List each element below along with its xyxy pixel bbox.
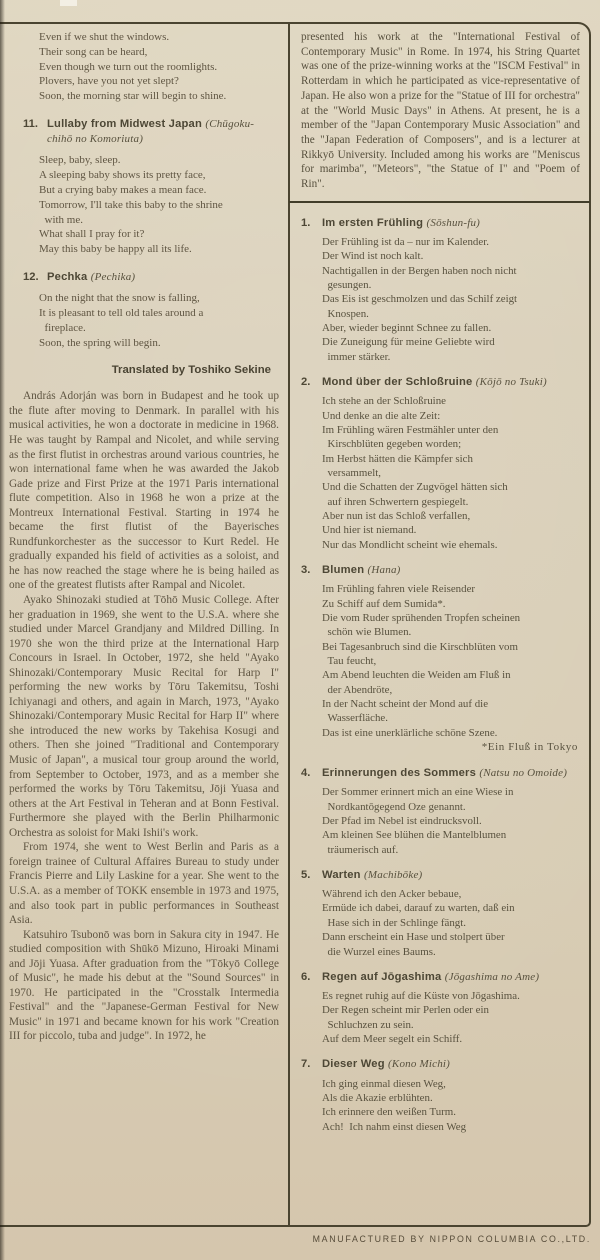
poem-line: Ermüde ich dabei, darauf zu warten, daß ein	[322, 902, 515, 915]
poem-line: Tomorrow, I'll take this baby to the shrine	[39, 198, 223, 211]
song-lyrics	[322, 887, 580, 959]
poem-line: Und hier ist niemand.	[322, 524, 417, 537]
poem-line: Aber nun ist das Schloß verfallen,	[322, 509, 471, 522]
intro-poem	[39, 30, 279, 104]
song-footnote: *Ein Fluß in Tokyo	[481, 741, 578, 753]
poem-line: with me.	[39, 213, 83, 226]
poem-line: Ich ging einmal diesen Weg,	[322, 1077, 446, 1090]
song-title-text: Warten	[322, 868, 365, 881]
bio-paragraph: presented his work at the "International Festival of Contemporary Music" in Rome. In 1974, his String Quartet was one of the prize-winning works at the "ISCM Festival" in Rotterdam in which he participated as vice-representative of Japan. He also won a prize for the "Statue of III for orchestra" at the "World Music Days" in Athens. At present, he is a member of the "Japan Contemporary Music Association" and the "Japan Federation of Composers", and is a lecturer at Rikkyō University. Included among his works are "Meniscus for marimba", "Meteors", "the Statue of I" and "Poem of Rin".	[301, 31, 580, 191]
poem-line: Plovers, have you not yet slept?	[39, 75, 179, 88]
poem-line: Auf dem Meer segelt ein Schiff.	[322, 1033, 463, 1046]
poem-line: Die Zuneigung für meine Geliebte wird	[322, 336, 495, 349]
poem-line: Die vom Ruder sprühenden Tropfen scheinen	[322, 611, 521, 624]
poem-line: What shall I pray for it?	[39, 228, 145, 241]
song-heading	[301, 766, 580, 781]
song-title-text: Erinnerungen des Sommers	[322, 767, 480, 779]
song-entry	[301, 868, 580, 959]
song-heading	[301, 970, 580, 985]
song-title	[322, 970, 539, 985]
song-number: 5.	[301, 868, 311, 881]
song-heading	[301, 563, 580, 578]
poem-line: But a crying baby makes a mean face.	[39, 183, 207, 196]
track-heading	[23, 117, 279, 147]
song-lyrics	[322, 785, 580, 857]
bio-paragraph: From 1974, she went to West Berlin and Paris as a foreign trainee of Cultural Affaires Bureau to study under Francis Pierre and Lily Laskine for a year. She went to the U.S.A. as a member of TOKK ensemble in 1973 and 1975, and also took part in public performances in Southeast Asia.	[9, 841, 279, 927]
left-column	[9, 30, 279, 1044]
song-title	[322, 375, 547, 390]
song-title-text: Regen auf Jōgashima	[322, 970, 445, 983]
track-title-text: Lullaby from Midwest Japan	[47, 117, 206, 130]
song-lyrics	[322, 394, 580, 552]
poem-line: Kirschblüten gegeben worden;	[322, 438, 462, 451]
poem-line: Der Frühling ist da – nur im Kalender.	[322, 235, 489, 248]
poem-line: Schluchzen zu sein.	[322, 1018, 414, 1031]
song-entry	[301, 766, 580, 857]
german-song-texts	[301, 216, 580, 1134]
song-entry	[301, 563, 580, 755]
poem-line: Das ist eine unerklärliche schöne Szene.	[322, 726, 498, 739]
poem-line: In der Nacht scheint der Mond auf die	[322, 697, 489, 710]
track-number: 11.	[23, 117, 38, 130]
poem-line: versammelt,	[322, 466, 381, 479]
poem-line: On the night that the snow is falling,	[39, 292, 200, 305]
poem-line: Im Frühling fahren viele Reisender	[322, 583, 476, 596]
poem-line: Aber, wieder beginnt Schnee zu fallen.	[322, 322, 492, 334]
poem-line: Ich erinnere den weißen Turm.	[322, 1106, 456, 1119]
track-romaji: (Chūgoku-chihō no Komoriuta)	[47, 117, 255, 146]
track-title	[47, 270, 135, 285]
poem-line: der Abendröte,	[322, 683, 393, 696]
poem-line: immer stärker.	[322, 350, 391, 363]
song-title	[322, 216, 480, 231]
song-romaji: (Jōgashima no Ame)	[444, 970, 540, 983]
song-title	[322, 1057, 450, 1072]
song-romaji: (Hana)	[367, 564, 401, 577]
poem-line: Der Regen scheint mir Perlen oder ein	[322, 1004, 489, 1017]
song-number: 2.	[301, 376, 311, 389]
poem-line: gesungen.	[322, 278, 372, 291]
song-heading	[301, 868, 580, 883]
song-number: 6.	[301, 970, 311, 983]
manufacturer-credit: MANUFACTURED BY NIPPON COLUMBIA CO.,LTD.	[312, 1234, 591, 1244]
poem-line: Ich stehe an der Schloßruine	[322, 395, 446, 408]
section-separator-rule	[289, 201, 590, 203]
song-heading	[301, 1057, 580, 1072]
song-number: 3.	[301, 564, 311, 577]
poem-line: Und die Schatten der Zugvögel hätten sich	[322, 481, 508, 494]
poem-line: schön wie Blumen.	[322, 626, 412, 639]
poem-line: Dann erscheint ein Hase und stolpert über	[322, 931, 505, 944]
poem-line: Der Wind ist noch kalt.	[322, 250, 424, 263]
poem-line: Nordkantōgegend Oze genannt.	[322, 800, 466, 813]
column-divider-rule	[288, 24, 290, 1227]
poem-line: Am Abend leuchten die Weiden am Fluß in	[322, 669, 511, 682]
song-title	[322, 766, 567, 781]
poem-line: Tau feucht,	[322, 654, 377, 667]
poem-line: Ach! Ich nahm einst diesen Weg	[322, 1120, 467, 1133]
bio-paragraph: András Adorján was born in Budapest and he took up the flute after moving to Denmark. In parallel with his musical activities, he won a doctorate in medicine in 1968. He was taught by Rampal and Nicolet, and while serving as the first flutist in orchestras around various countries, he won international fame when he was awarded the Jakob Gade prize and First Prize at the 1971 Paris international flute competition. Also in 1968 he won a prize at the Montreux International Festival. Starting in 1974 he became the first flutist of the Bayerisches Rundfunkorchester as the successor to Kurt Redel. He gradually expanded his field of activities as a soloist, and he has now reached the stage where he is being hailed as one of the greatest flutists after Rampal and Nicolet.	[9, 390, 279, 592]
poem-line: Der Sommer erinnert mich an eine Wiese in	[322, 786, 514, 799]
poem-line: die Wurzel eines Baums.	[322, 945, 436, 958]
song-romaji: (Machibōke)	[364, 868, 423, 881]
song-number: 1.	[301, 216, 311, 229]
track-heading	[23, 270, 279, 285]
poem-line: Sleep, baby, sleep.	[39, 154, 121, 167]
scan-edge-shadow	[0, 0, 5, 1260]
track-entry	[9, 270, 279, 350]
song-title	[322, 868, 422, 883]
track-title-text: Pechka	[47, 270, 91, 283]
poem-line: Als die Akazie erblühten.	[322, 1091, 433, 1104]
poem-line: Es regnet ruhig auf die Küste von Jōgashima.	[322, 990, 520, 1003]
poem-line: Nachtigallen in der Bergen haben noch nicht	[322, 264, 517, 277]
song-title	[322, 563, 401, 578]
poem-line: Das Eis ist geschmolzen und das Schilf zeigt	[322, 293, 518, 306]
poem-line: Und denke an die alte Zeit:	[322, 409, 441, 422]
track-entry	[9, 117, 279, 257]
poem-line: Während ich den Acker bebaue,	[322, 888, 462, 901]
song-title-text: Im ersten Frühling	[322, 216, 427, 229]
track-romaji: (Pechika)	[90, 270, 136, 283]
song-lyrics	[322, 235, 580, 364]
song-heading	[301, 216, 580, 231]
artist-biographies	[9, 389, 279, 1044]
song-romaji: (Natsu no Omoide)	[479, 767, 568, 779]
track-list	[9, 117, 279, 350]
bio-continuation	[301, 30, 580, 192]
translator-credit: Translated by Toshiko Sekine	[111, 364, 271, 377]
poem-line: Im Herbst hätten die Kämpfer sich	[322, 452, 473, 465]
poem-line: Their song can be heard,	[39, 45, 148, 58]
song-romaji: (Sōshun-fu)	[426, 216, 481, 229]
right-column	[301, 30, 580, 1145]
song-entry	[301, 1057, 580, 1134]
bio-paragraph: Ayako Shinozaki studied at Tōhō Music College. After her graduation in 1969, she went to the U.S.A. where she studied under Marcel Grandjany and Mildred Dilling. In 1970 she won the third prize at the International Harp Concours in Israel. In October, 1972, she held "Ayako Shinozaki/Contemporary Music Recital for Harp I" performing the new works by Tōru Takemitsu, Toshi Ichiyanagi and others, and again in March, 1973, "Ayako Shinozaki/Contemporary Music Recital for Harp II" where she introduced the new works by Takehisa Kosugi and others. Then she joined "Traditional and Contemporary Music of Japan", a musical tour group around the world, from September to October, 1973, and as a member she performed the works by Tōru Takemitsu, Jōji Yuasa and others at the Art Festival in Teheran and at Bonn Festival. Furthermore she played with the Berlin Philharmonic Orchestra as soloist for Maki Ishii's work.	[9, 594, 279, 839]
song-entry	[301, 216, 580, 364]
track-number: 12.	[23, 270, 39, 283]
poem-line: Even if we shut the windows.	[39, 31, 170, 43]
poem-line: Am kleinen See blühen die Mantelblumen	[322, 829, 507, 842]
track-title	[47, 117, 279, 147]
poem-line: Im Frühling wären Festmähler unter den	[322, 423, 499, 436]
song-lyrics	[322, 582, 580, 740]
poem-line: May this baby be happy all its life.	[39, 243, 192, 256]
bio-paragraph: Katsuhiro Tsubonō was born in Sakura city in 1947. He studied composition with Shūkō Mizuno, Hiroaki Minami and Jōji Yuasa. After graduation from the "Tōkyō College of Music", he made his debut at the "Sound Sources" in 1970. He participated in the "Crosstalk Intermedia Festival" and the "Japanese-German Festival for New Music" in 1971 and became known for his work "Creation III for piccolo, tuba and judge". In 1972, he	[9, 928, 279, 1043]
song-title-text: Dieser Weg	[322, 1058, 389, 1071]
song-entry	[301, 970, 580, 1047]
song-lyrics	[322, 1077, 580, 1134]
poem-line: Wasserfläche.	[322, 712, 388, 725]
poem-line: Hase sich in der Schlinge fängt.	[322, 916, 466, 929]
poem-line: Soon, the morning star will begin to shine.	[39, 90, 227, 103]
song-number: 7.	[301, 1058, 311, 1071]
track-lyrics	[39, 291, 279, 350]
song-heading	[301, 375, 580, 390]
poem-line: Bei Tagesanbruch sind die Kirschblüten vom	[322, 640, 518, 653]
poem-line: Knospen.	[322, 307, 369, 320]
song-title-text: Blumen	[322, 564, 368, 577]
song-romaji: (Kōjō no Tsuki)	[475, 376, 547, 389]
poem-line: Even though we turn out the roomlights.	[39, 60, 218, 73]
poem-line: Nur das Mondlicht scheint wie ehemals.	[322, 538, 498, 551]
poem-line: It is pleasant to tell old tales around a	[39, 306, 204, 319]
poem-line: fireplace.	[39, 321, 86, 334]
poem-line: auf ihren Schwertern gespiegelt.	[322, 495, 469, 508]
song-entry	[301, 375, 580, 552]
poem-line: Der Pfad im Nebel ist eindrucksvoll.	[322, 814, 482, 827]
song-lyrics	[322, 989, 580, 1046]
track-lyrics	[39, 153, 279, 257]
poem-line: Soon, the spring will begin.	[39, 336, 161, 349]
song-title-text: Mond über der Schloßruine	[322, 376, 476, 389]
poem-line: träumerisch auf.	[322, 843, 399, 856]
poem-line: Zu Schiff auf dem Sumida*.	[322, 597, 446, 610]
song-romaji: (Kono Michi)	[388, 1058, 451, 1071]
scan-notch	[60, 0, 77, 6]
poem-line: A sleeping baby shows its pretty face,	[39, 169, 206, 182]
song-number: 4.	[301, 767, 311, 779]
